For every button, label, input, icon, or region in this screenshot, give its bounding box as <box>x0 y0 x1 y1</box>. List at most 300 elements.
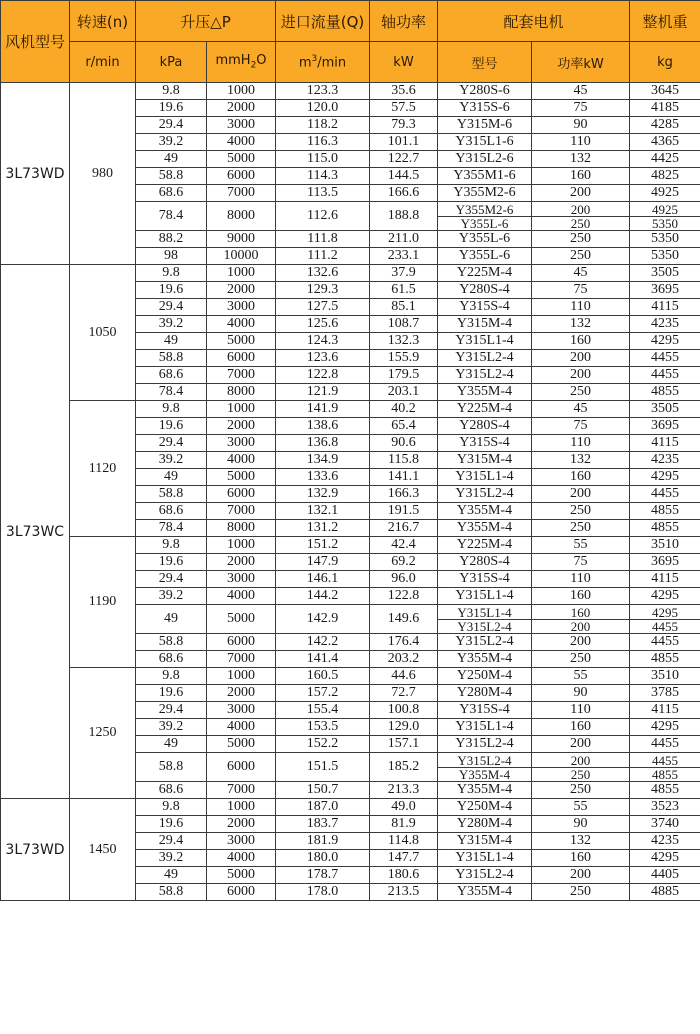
table-row <box>1 537 700 554</box>
pressure-kpa-cell: 9.8 <box>136 537 207 554</box>
motor-power-cell-line: 250 <box>570 766 591 782</box>
motor-power-cell-line: 200 <box>532 754 629 768</box>
pressure-kpa-cell: 9.8 <box>136 265 207 282</box>
shaft-power-cell: 203.2 <box>370 651 438 668</box>
motor-power-cell: 250 <box>532 520 630 537</box>
weight-cell: 3740 <box>630 816 700 833</box>
flow-cell: 129.3 <box>276 282 370 299</box>
pressure-mmh2o-cell: 1000 <box>207 537 276 554</box>
weight-cell: 3645 <box>630 83 700 100</box>
weight-cell: 4235 <box>630 452 700 469</box>
weight-cell: 4455 <box>630 634 700 651</box>
pressure-mmh2o-cell: 5000 <box>207 333 276 350</box>
flow-cell: 181.9 <box>276 833 370 850</box>
weight-cell: 3523 <box>630 799 700 816</box>
motor-power-cell: 200 <box>532 486 630 503</box>
table-row <box>1 799 700 816</box>
weight-cell: 4885 <box>630 884 700 901</box>
speed-cell: 1050 <box>70 265 136 401</box>
motor-power-cell: 132 <box>532 452 630 469</box>
flow-cell: 138.6 <box>276 418 370 435</box>
weight-cell <box>630 202 700 231</box>
shaft-power-cell: 37.9 <box>370 265 438 282</box>
pressure-mmh2o-cell: 2000 <box>207 816 276 833</box>
motor-power-cell: 160 <box>532 850 630 867</box>
motor-type-cell: Y355M-4 <box>438 384 532 401</box>
pressure-mmh2o-cell: 2000 <box>207 100 276 117</box>
table-row <box>1 668 700 685</box>
weight-cell: 4855 <box>630 782 700 799</box>
motor-power-cell: 55 <box>532 799 630 816</box>
pressure-mmh2o-cell: 3000 <box>207 571 276 588</box>
shaft-power-cell: 176.4 <box>370 634 438 651</box>
pressure-mmh2o-cell: 1000 <box>207 401 276 418</box>
weight-cell: 4115 <box>630 435 700 452</box>
motor-type-cell: Y315S-4 <box>438 435 532 452</box>
motor-power-cell: 75 <box>532 554 630 571</box>
shaft-power-cell: 147.7 <box>370 850 438 867</box>
pressure-mmh2o-cell: 7000 <box>207 782 276 799</box>
motor-type-label: 型号 <box>438 42 532 83</box>
flow-cell: 178.7 <box>276 867 370 884</box>
flow-cell: 157.2 <box>276 685 370 702</box>
shaft-power-cell: 69.2 <box>370 554 438 571</box>
pressure-mmh2o-cell: 6000 <box>207 486 276 503</box>
flow-cell: 127.5 <box>276 299 370 316</box>
motor-type-cell-line: Y315L2-4 <box>457 618 512 634</box>
pressure-mmh2o-cell: 3000 <box>207 435 276 452</box>
motor-power-cell <box>532 753 630 782</box>
motor-power-cell: 110 <box>532 702 630 719</box>
motor-type-cell: Y315S-4 <box>438 299 532 316</box>
unit-mmh2o <box>207 42 276 83</box>
motor-type-cell: Y315L2-4 <box>438 736 532 753</box>
shaft-power-cell: 61.5 <box>370 282 438 299</box>
flow-cell: 155.4 <box>276 702 370 719</box>
weight-cell: 3785 <box>630 685 700 702</box>
motor-power-cell: 90 <box>532 816 630 833</box>
weight-cell: 4925 <box>630 185 700 202</box>
table-header <box>1 1 700 83</box>
flow-cell: 122.8 <box>276 367 370 384</box>
weight-cell: 4365 <box>630 134 700 151</box>
motor-power-cell: 90 <box>532 117 630 134</box>
pressure-mmh2o-cell: 1000 <box>207 799 276 816</box>
unit-power: kW <box>370 42 438 83</box>
flow-cell: 146.1 <box>276 571 370 588</box>
pressure-mmh2o-cell: 8000 <box>207 384 276 401</box>
motor-power-cell: 200 <box>532 185 630 202</box>
unit-flow <box>276 42 370 83</box>
flow-cell: 180.0 <box>276 850 370 867</box>
flow-cell: 114.3 <box>276 168 370 185</box>
speed-cell: 1250 <box>70 668 136 799</box>
weight-cell: 3510 <box>630 537 700 554</box>
shaft-power-cell: 114.8 <box>370 833 438 850</box>
flow-cell: 118.2 <box>276 117 370 134</box>
pressure-kpa-cell: 49 <box>136 605 207 634</box>
motor-power-cell: 200 <box>532 867 630 884</box>
pressure-kpa-cell: 29.4 <box>136 117 207 134</box>
motor-power-cell: 250 <box>532 884 630 901</box>
shaft-power-cell: 188.8 <box>370 202 438 231</box>
flow-cell: 111.2 <box>276 248 370 265</box>
pressure-mmh2o-cell: 3000 <box>207 299 276 316</box>
motor-power-cell: 132 <box>532 316 630 333</box>
shaft-power-cell: 85.1 <box>370 299 438 316</box>
shaft-power-cell: 179.5 <box>370 367 438 384</box>
weight-cell: 4855 <box>630 520 700 537</box>
flow-cell: 134.9 <box>276 452 370 469</box>
pressure-mmh2o-cell: 1000 <box>207 265 276 282</box>
weight-cell: 4825 <box>630 168 700 185</box>
motor-power-cell-line: 200 <box>570 618 591 634</box>
flow-cell: 136.8 <box>276 435 370 452</box>
shaft-power-cell: 57.5 <box>370 100 438 117</box>
flow-cell: 133.6 <box>276 469 370 486</box>
shaft-power-cell: 49.0 <box>370 799 438 816</box>
motor-type-cell: Y315L2-4 <box>438 350 532 367</box>
unit-mmh2o-sub: 2 <box>250 60 257 71</box>
pressure-mmh2o-cell: 6000 <box>207 350 276 367</box>
shaft-power-cell: 129.0 <box>370 719 438 736</box>
model-cell: 3L73WD <box>1 83 70 265</box>
pressure-kpa-cell: 39.2 <box>136 452 207 469</box>
motor-power-cell: 160 <box>532 168 630 185</box>
shaft-power-cell: 40.2 <box>370 401 438 418</box>
pressure-kpa-cell: 49 <box>136 736 207 753</box>
motor-power-cell: 75 <box>532 418 630 435</box>
weight-cell: 4295 <box>630 333 700 350</box>
motor-type-cell: Y315S-4 <box>438 571 532 588</box>
motor-power-cell: 250 <box>532 384 630 401</box>
weight-cell-line: 4925 <box>630 203 700 217</box>
motor-type-cell <box>438 202 532 231</box>
weight-cell-line: 4295 <box>630 606 700 620</box>
shaft-power-cell: 216.7 <box>370 520 438 537</box>
motor-type-cell <box>438 605 532 634</box>
flow-cell: 160.5 <box>276 668 370 685</box>
flow-cell: 144.2 <box>276 588 370 605</box>
pressure-kpa-cell: 58.8 <box>136 634 207 651</box>
motor-power-cell: 250 <box>532 503 630 520</box>
pressure-mmh2o-cell: 4000 <box>207 588 276 605</box>
table-row <box>1 265 700 282</box>
motor-power-cell: 75 <box>532 282 630 299</box>
speed-cell: 1450 <box>70 799 136 901</box>
shaft-power-cell: 72.7 <box>370 685 438 702</box>
motor-power-cell: 45 <box>532 83 630 100</box>
weight-cell: 3510 <box>630 668 700 685</box>
model-cell: 3L73WC <box>1 265 70 799</box>
shaft-power-cell: 79.3 <box>370 117 438 134</box>
pressure-kpa-cell: 78.4 <box>136 520 207 537</box>
motor-type-cell: Y280S-6 <box>438 83 532 100</box>
motor-power-cell: 55 <box>532 537 630 554</box>
speed-cell: 1190 <box>70 537 136 668</box>
flow-cell: 125.6 <box>276 316 370 333</box>
pressure-mmh2o-cell: 5000 <box>207 736 276 753</box>
pressure-kpa-cell: 88.2 <box>136 231 207 248</box>
unit-kpa: kPa <box>136 42 207 83</box>
weight-cell: 4855 <box>630 503 700 520</box>
pressure-kpa-cell: 9.8 <box>136 401 207 418</box>
motor-type-cell: Y355M1-6 <box>438 168 532 185</box>
pressure-kpa-cell: 78.4 <box>136 202 207 231</box>
motor-power-cell: 110 <box>532 134 630 151</box>
flow-cell: 147.9 <box>276 554 370 571</box>
weight-cell: 4855 <box>630 384 700 401</box>
flow-cell: 111.8 <box>276 231 370 248</box>
pressure-mmh2o-cell: 5000 <box>207 867 276 884</box>
pressure-mmh2o-cell: 7000 <box>207 503 276 520</box>
pressure-kpa-cell: 49 <box>136 333 207 350</box>
motor-type-cell-line: Y315L1-4 <box>438 606 531 620</box>
unit-flow-main: m <box>298 55 312 71</box>
weight-cell: 3695 <box>630 418 700 435</box>
shaft-power-cell: 149.6 <box>370 605 438 634</box>
motor-type-cell: Y315L1-4 <box>438 333 532 350</box>
motor-type-cell: Y315L1-4 <box>438 588 532 605</box>
pressure-kpa-cell: 9.8 <box>136 799 207 816</box>
pressure-kpa-cell: 9.8 <box>136 668 207 685</box>
weight-cell: 4295 <box>630 850 700 867</box>
speed-cell: 1120 <box>70 401 136 537</box>
pressure-mmh2o-cell: 3000 <box>207 833 276 850</box>
motor-type-cell: Y280S-4 <box>438 554 532 571</box>
motor-type-cell: Y315L2-4 <box>438 367 532 384</box>
shaft-power-cell: 233.1 <box>370 248 438 265</box>
motor-type-cell: Y315L2-4 <box>438 486 532 503</box>
motor-power-cell: 110 <box>532 435 630 452</box>
motor-power-cell: 160 <box>532 588 630 605</box>
pressure-mmh2o-cell: 6000 <box>207 168 276 185</box>
flow-cell: 183.7 <box>276 816 370 833</box>
unit-weight: kg <box>630 42 700 83</box>
motor-type-cell: Y315M-4 <box>438 833 532 850</box>
pressure-kpa-cell: 39.2 <box>136 134 207 151</box>
shaft-power-cell: 155.9 <box>370 350 438 367</box>
pressure-kpa-cell: 19.6 <box>136 100 207 117</box>
pressure-kpa-cell: 58.8 <box>136 753 207 782</box>
table-body <box>1 83 700 901</box>
header-shaft-power: 轴功率 <box>370 1 438 42</box>
motor-power-cell-line: 160 <box>532 606 629 620</box>
motor-type-cell: Y315L1-4 <box>438 469 532 486</box>
motor-power-cell <box>532 202 630 231</box>
motor-power-cell: 110 <box>532 571 630 588</box>
pressure-mmh2o-cell: 2000 <box>207 418 276 435</box>
motor-power-cell: 250 <box>532 651 630 668</box>
pressure-mmh2o-cell: 6000 <box>207 884 276 901</box>
motor-power-cell: 45 <box>532 265 630 282</box>
pressure-mmh2o-cell: 3000 <box>207 117 276 134</box>
motor-power-cell: 160 <box>532 469 630 486</box>
flow-cell: 141.4 <box>276 651 370 668</box>
motor-power-cell: 250 <box>532 248 630 265</box>
pressure-mmh2o-cell: 7000 <box>207 651 276 668</box>
weight-cell <box>630 605 700 634</box>
pressure-mmh2o-cell: 8000 <box>207 202 276 231</box>
unit-flow-tail: /min <box>317 55 347 71</box>
weight-cell-line: 5350 <box>652 215 679 231</box>
motor-type-cell-line: Y355L-6 <box>460 215 509 231</box>
pressure-mmh2o-cell: 4000 <box>207 850 276 867</box>
pressure-kpa-cell: 19.6 <box>136 282 207 299</box>
motor-type-cell: Y355M-4 <box>438 520 532 537</box>
pressure-mmh2o-cell: 5000 <box>207 151 276 168</box>
pressure-mmh2o-cell: 8000 <box>207 520 276 537</box>
pressure-mmh2o-cell: 4000 <box>207 452 276 469</box>
header-weight: 整机重 <box>630 1 700 42</box>
weight-cell: 4285 <box>630 117 700 134</box>
shaft-power-cell: 166.3 <box>370 486 438 503</box>
motor-type-cell: Y355M2-6 <box>438 185 532 202</box>
pressure-kpa-cell: 29.4 <box>136 299 207 316</box>
weight-cell: 4115 <box>630 571 700 588</box>
unit-mmh2o-main: mmH <box>215 53 251 69</box>
motor-type-cell: Y280S-4 <box>438 282 532 299</box>
motor-power-cell: 200 <box>532 634 630 651</box>
weight-cell: 4295 <box>630 588 700 605</box>
weight-cell: 5350 <box>630 248 700 265</box>
shaft-power-cell: 213.5 <box>370 884 438 901</box>
pressure-mmh2o-cell: 6000 <box>207 634 276 651</box>
motor-power-label: 功率kW <box>532 42 630 83</box>
shaft-power-cell: 122.7 <box>370 151 438 168</box>
motor-power-cell: 132 <box>532 151 630 168</box>
motor-type-cell: Y280S-4 <box>438 418 532 435</box>
pressure-mmh2o-cell: 9000 <box>207 231 276 248</box>
flow-cell: 141.9 <box>276 401 370 418</box>
shaft-power-cell: 81.9 <box>370 816 438 833</box>
motor-power-cell: 160 <box>532 719 630 736</box>
flow-cell: 116.3 <box>276 134 370 151</box>
motor-power-cell: 200 <box>532 367 630 384</box>
pressure-mmh2o-cell: 3000 <box>207 702 276 719</box>
motor-type-cell: Y315L2-4 <box>438 634 532 651</box>
weight-cell-line: 4455 <box>652 618 679 634</box>
shaft-power-cell: 166.6 <box>370 185 438 202</box>
motor-type-cell-line: Y315L2-4 <box>438 754 531 768</box>
motor-type-cell: Y315L2-4 <box>438 867 532 884</box>
pressure-mmh2o-cell: 2000 <box>207 685 276 702</box>
flow-cell: 150.7 <box>276 782 370 799</box>
shaft-power-cell: 100.8 <box>370 702 438 719</box>
shaft-power-cell: 42.4 <box>370 537 438 554</box>
flow-cell: 152.2 <box>276 736 370 753</box>
motor-power-cell: 110 <box>532 299 630 316</box>
pressure-kpa-cell: 39.2 <box>136 316 207 333</box>
flow-cell: 142.2 <box>276 634 370 651</box>
weight-cell: 3695 <box>630 282 700 299</box>
pressure-kpa-cell: 49 <box>136 469 207 486</box>
motor-type-cell-line: Y355M2-6 <box>438 203 531 217</box>
pressure-mmh2o-cell: 4000 <box>207 316 276 333</box>
unit-speed: r/min <box>70 42 136 83</box>
pressure-kpa-cell: 68.6 <box>136 185 207 202</box>
shaft-power-cell: 44.6 <box>370 668 438 685</box>
flow-cell: 124.3 <box>276 333 370 350</box>
pressure-mmh2o-cell: 5000 <box>207 605 276 634</box>
motor-type-cell: Y315L1-4 <box>438 719 532 736</box>
pressure-mmh2o-cell: 4000 <box>207 134 276 151</box>
weight-cell <box>630 753 700 782</box>
motor-type-cell: Y225M-4 <box>438 265 532 282</box>
shaft-power-cell: 203.1 <box>370 384 438 401</box>
weight-cell: 4235 <box>630 316 700 333</box>
pressure-mmh2o-cell: 10000 <box>207 248 276 265</box>
motor-type-cell: Y315M-4 <box>438 316 532 333</box>
pressure-kpa-cell: 29.4 <box>136 833 207 850</box>
header-flow: 进口流量(Q) <box>276 1 370 42</box>
weight-cell: 3505 <box>630 265 700 282</box>
pressure-mmh2o-cell: 2000 <box>207 282 276 299</box>
motor-type-cell: Y315S-4 <box>438 702 532 719</box>
motor-type-cell: Y315L1-6 <box>438 134 532 151</box>
pressure-kpa-cell: 9.8 <box>136 83 207 100</box>
weight-cell: 5350 <box>630 231 700 248</box>
weight-cell-line: 4455 <box>630 754 700 768</box>
motor-power-cell-line: 200 <box>532 203 629 217</box>
unit-flow-sup: 3 <box>311 53 318 64</box>
shaft-power-cell: 141.1 <box>370 469 438 486</box>
motor-type-cell: Y315L2-6 <box>438 151 532 168</box>
pressure-mmh2o-cell: 1000 <box>207 668 276 685</box>
model-cell: 3L73WD <box>1 799 70 901</box>
table-row <box>1 401 700 418</box>
motor-type-cell: Y225M-4 <box>438 401 532 418</box>
motor-type-cell: Y315L1-4 <box>438 850 532 867</box>
motor-power-cell: 250 <box>532 231 630 248</box>
speed-cell: 980 <box>70 83 136 265</box>
pressure-kpa-cell: 58.8 <box>136 884 207 901</box>
flow-cell: 113.5 <box>276 185 370 202</box>
flow-cell: 120.0 <box>276 100 370 117</box>
weight-cell: 4405 <box>630 867 700 884</box>
flow-cell: 112.6 <box>276 202 370 231</box>
flow-cell: 178.0 <box>276 884 370 901</box>
pressure-kpa-cell: 29.4 <box>136 435 207 452</box>
flow-cell: 142.9 <box>276 605 370 634</box>
shaft-power-cell: 101.1 <box>370 134 438 151</box>
weight-cell: 4295 <box>630 719 700 736</box>
motor-type-cell: Y225M-4 <box>438 537 532 554</box>
motor-power-cell: 200 <box>532 736 630 753</box>
pressure-kpa-cell: 58.8 <box>136 168 207 185</box>
motor-type-cell: Y315M-4 <box>438 452 532 469</box>
motor-type-cell: Y315M-6 <box>438 117 532 134</box>
pressure-kpa-cell: 39.2 <box>136 588 207 605</box>
flow-cell: 151.2 <box>276 537 370 554</box>
pressure-kpa-cell: 19.6 <box>136 685 207 702</box>
pressure-kpa-cell: 19.6 <box>136 554 207 571</box>
motor-type-cell: Y250M-4 <box>438 668 532 685</box>
pressure-kpa-cell: 39.2 <box>136 719 207 736</box>
weight-cell: 3505 <box>630 401 700 418</box>
motor-power-cell: 75 <box>532 100 630 117</box>
shaft-power-cell: 122.8 <box>370 588 438 605</box>
shaft-power-cell: 211.0 <box>370 231 438 248</box>
shaft-power-cell: 157.1 <box>370 736 438 753</box>
header-pressure: 升压△P <box>136 1 276 42</box>
shaft-power-cell: 144.5 <box>370 168 438 185</box>
weight-cell: 4235 <box>630 833 700 850</box>
shaft-power-cell: 35.6 <box>370 83 438 100</box>
pressure-kpa-cell: 29.4 <box>136 571 207 588</box>
weight-cell: 4855 <box>630 651 700 668</box>
pressure-mmh2o-cell: 1000 <box>207 83 276 100</box>
